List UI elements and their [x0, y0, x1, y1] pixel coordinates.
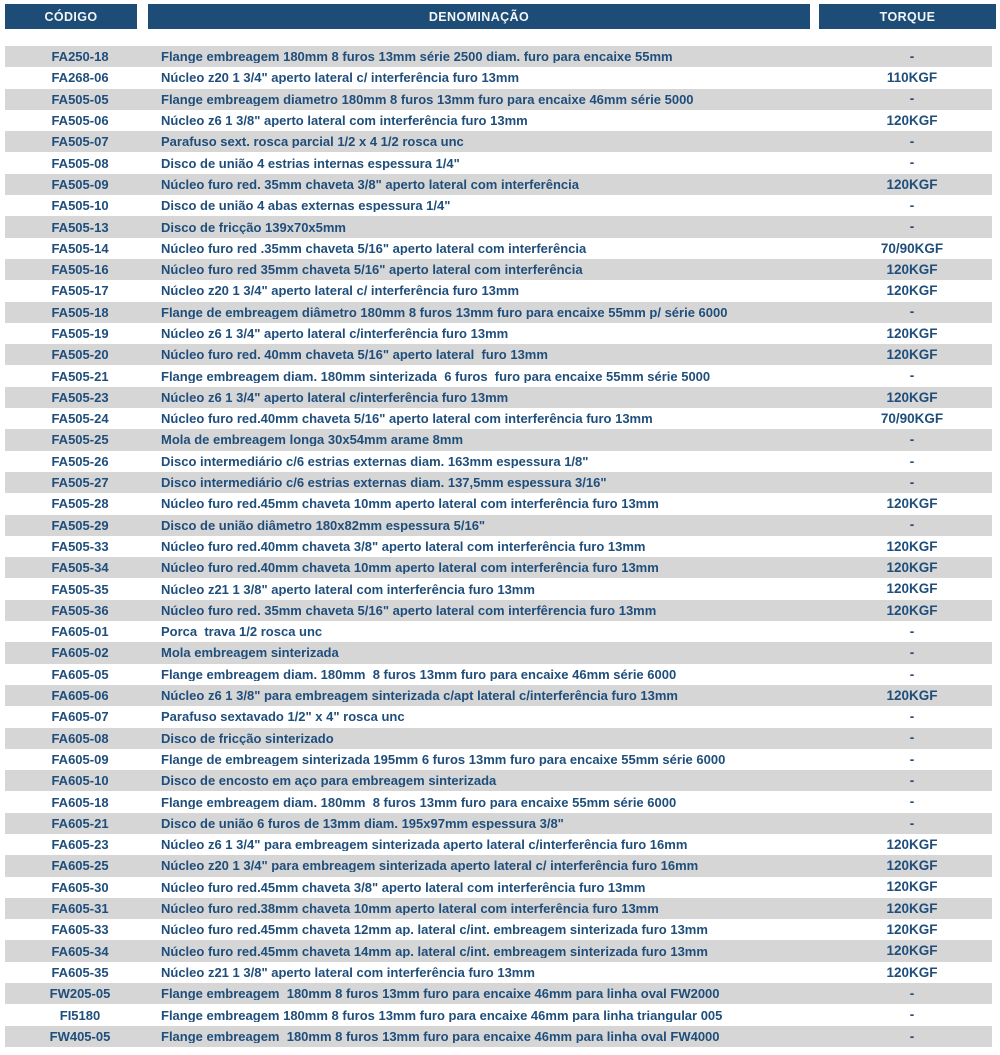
cell-codigo: FA605-18 — [51, 795, 109, 809]
cell-torque: - — [909, 49, 915, 64]
cell-torque: - — [909, 646, 915, 660]
column-header-denominacao: DENOMINAÇÃO — [148, 4, 810, 29]
cell-torque: 120KGF — [886, 262, 938, 277]
cell-torque: - — [909, 773, 915, 788]
cell-codigo: FA605-08 — [51, 731, 109, 745]
cell-torque: - — [909, 816, 915, 831]
cell-codigo: FA605-10 — [51, 774, 109, 788]
cell-denominacao: Disco de fricção sinterizado — [161, 731, 334, 745]
cell-codigo: FA505-18 — [51, 305, 109, 319]
cell-denominacao: Núcleo z6 1 3/8" aperto lateral com interferência furo 13mm — [161, 114, 528, 128]
cell-codigo: FA605-25 — [51, 859, 109, 873]
table-row — [5, 621, 992, 642]
table-row — [5, 834, 992, 855]
cell-torque: 70/90KGF — [880, 411, 944, 426]
cell-torque: 120KGF — [886, 965, 938, 980]
cell-torque: 120KGF — [886, 837, 938, 852]
cell-torque: 70/90KGF — [880, 241, 944, 256]
cell-codigo: FA505-28 — [51, 497, 109, 511]
cell-codigo: FA505-25 — [51, 433, 109, 447]
cell-denominacao: Núcleo z21 1 3/8" aperto lateral com interferência furo 13mm — [161, 965, 535, 979]
cell-codigo: FA505-08 — [51, 156, 109, 170]
cell-codigo: FA605-21 — [51, 816, 109, 830]
cell-denominacao: Núcleo z20 1 3/4" aperto lateral c/ interferência furo 13mm — [161, 284, 520, 298]
cell-codigo: FA505-14 — [51, 241, 109, 255]
cell-denominacao: Porca trava 1/2 rosca unc — [161, 625, 323, 639]
cell-torque: 120KGF — [886, 390, 938, 405]
table-row — [5, 195, 992, 216]
cell-codigo: FA605-35 — [51, 965, 109, 979]
cell-codigo: FA505-19 — [51, 327, 109, 340]
cell-torque: - — [909, 731, 915, 745]
table-row — [5, 515, 992, 536]
cell-torque: - — [909, 986, 915, 1001]
cell-denominacao: Flange embreagem 180mm 8 furos 13mm furo para encaixe 46mm para linha triangular 005 — [161, 1008, 723, 1022]
cell-torque: - — [909, 752, 915, 767]
cell-codigo: FA250-18 — [51, 50, 109, 64]
cell-torque: - — [909, 454, 915, 469]
cell-torque: - — [909, 518, 915, 532]
cell-denominacao: Núcleo furo red.45mm chaveta 3/8" aperto lateral com interferência furo 13mm — [161, 880, 646, 894]
cell-torque: 120KGF — [886, 582, 938, 596]
cell-denominacao: Núcleo furo red. 35mm chaveta 5/16" aperto lateral com interfêrencia furo 13mm — [161, 603, 657, 617]
table-row — [5, 983, 992, 1004]
table-row — [5, 642, 992, 663]
table-row — [5, 259, 992, 280]
cell-codigo: FA268-06 — [51, 71, 109, 85]
cell-denominacao: Núcleo z6 1 3/4" aperto lateral c/interferência furo 13mm — [161, 327, 509, 340]
table-row — [5, 365, 992, 386]
table-row — [5, 855, 992, 876]
cell-torque: 120KGF — [886, 561, 938, 575]
table-row — [5, 472, 992, 493]
cell-torque: - — [909, 305, 915, 319]
table-row — [5, 791, 992, 812]
cell-torque: - — [909, 156, 915, 170]
cell-denominacao: Flange embreagem 180mm 8 furos 13mm furo para encaixe 46mm para linha oval FW2000 — [161, 987, 720, 1001]
cell-denominacao: Mola de embreagem longa 30x54mm arame 8mm — [161, 433, 464, 447]
cell-denominacao: Núcleo furo red .35mm chaveta 5/16" aperto lateral com interferência — [161, 241, 587, 255]
cell-torque: 120KGF — [886, 113, 938, 128]
cell-codigo: FA605-31 — [51, 902, 109, 916]
cell-codigo: FA605-01 — [51, 625, 109, 639]
table-row — [5, 344, 992, 365]
cell-denominacao: Núcleo z6 1 3/4" para embreagem sinterizada aperto lateral c/interferência furo 16mm — [161, 838, 688, 852]
cell-denominacao: Disco de encosto em aço para embreagem sinterizada — [161, 774, 497, 788]
cell-codigo: FA505-21 — [51, 369, 109, 383]
cell-denominacao: Flange embreagem diam. 180mm 8 furos 13mm furo para encaixe 46mm série 6000 — [161, 667, 677, 681]
column-header-codigo: CÓDIGO — [5, 4, 137, 29]
cell-torque: - — [909, 433, 915, 447]
cell-codigo: FW405-05 — [49, 1029, 111, 1043]
cell-codigo: FA505-09 — [51, 177, 109, 191]
cell-torque: - — [909, 795, 915, 809]
cell-codigo: FA505-06 — [51, 114, 109, 128]
column-header-torque: TORQUE — [819, 4, 996, 29]
cell-denominacao: Núcleo furo red.45mm chaveta 10mm aperto lateral com interferência furo 13mm — [161, 497, 659, 511]
cell-torque: 120KGF — [886, 923, 938, 937]
table-row — [5, 174, 992, 195]
table-row — [5, 451, 992, 472]
table-row — [5, 387, 992, 408]
cell-codigo: FA605-05 — [51, 667, 109, 681]
table-row — [5, 429, 992, 450]
table-row — [5, 493, 992, 514]
table-row — [5, 685, 992, 706]
cell-denominacao: Núcleo z21 1 3/8" aperto lateral com interferência furo 13mm — [161, 582, 535, 596]
cell-codigo: FA505-20 — [51, 348, 109, 362]
cell-denominacao: Disco intermediário c/6 estrias externas diam. 137,5mm espessura 3/16" — [161, 476, 607, 490]
cell-torque: 120KGF — [886, 880, 938, 894]
cell-denominacao: Disco de fricção 139x70x5mm — [161, 220, 346, 234]
cell-codigo: FA505-16 — [51, 263, 109, 277]
table-row — [5, 323, 992, 344]
cell-codigo: FA605-34 — [51, 944, 109, 958]
table-row — [5, 152, 992, 173]
cell-codigo: FA505-23 — [51, 390, 109, 404]
cell-torque: - — [909, 1029, 915, 1044]
cell-torque: - — [909, 220, 915, 234]
table-row — [5, 1004, 992, 1025]
parts-table-body — [5, 46, 992, 1047]
cell-denominacao: Núcleo furo red 35mm chaveta 5/16" aperto lateral com interferência — [161, 263, 583, 277]
table-row — [5, 557, 992, 578]
cell-denominacao: Núcleo z6 1 3/4" aperto lateral c/interferência furo 13mm — [161, 390, 509, 404]
cell-codigo: FA505-24 — [51, 412, 109, 426]
cell-codigo: FA505-33 — [51, 539, 109, 553]
cell-denominacao: Flange embreagem diam. 180mm sinterizada 6 furos furo para encaixe 55mm série 5000 — [161, 369, 711, 383]
table-row — [5, 46, 992, 67]
cell-codigo: FA605-30 — [51, 880, 109, 894]
cell-codigo: FW205-05 — [49, 987, 111, 1001]
cell-denominacao: Disco de união diâmetro 180x82mm espessura 5/16" — [161, 518, 486, 532]
cell-codigo: FA505-26 — [51, 454, 109, 468]
cell-codigo: FA605-23 — [51, 838, 109, 852]
cell-denominacao: Flange embreagem diametro 180mm 8 furos 13mm furo para encaixe 46mm série 5000 — [161, 92, 694, 106]
cell-torque: 120KGF — [886, 603, 938, 618]
cell-codigo: FA605-09 — [51, 752, 109, 766]
table-row — [5, 280, 992, 301]
cell-torque: 120KGF — [886, 688, 938, 703]
cell-codigo: FA505-13 — [51, 220, 109, 234]
table-row — [5, 302, 992, 323]
cell-torque: 120KGF — [886, 497, 938, 511]
cell-denominacao: Flange embreagem diam. 180mm 8 furos 13mm furo para encaixe 55mm série 6000 — [161, 795, 677, 809]
table-row — [5, 67, 992, 88]
cell-torque: - — [909, 369, 915, 383]
cell-denominacao: Núcleo z6 1 3/8" para embreagem sinterizada c/apt lateral c/interferência furo 13mm — [161, 689, 678, 703]
cell-denominacao: Flange embreagem 180mm 8 furos 13mm furo para encaixe 46mm para linha oval FW4000 — [161, 1029, 720, 1043]
cell-denominacao: Parafuso sextavado 1/2" x 4" rosca unc — [161, 710, 405, 724]
table-row — [5, 89, 992, 110]
cell-denominacao: Núcleo furo red.40mm chaveta 5/16" aperto lateral com interferência furo 13mm — [161, 412, 653, 426]
cell-denominacao: Disco de união 4 abas externas espessura 1/4" — [161, 199, 451, 213]
cell-denominacao: Núcleo furo red. 40mm chaveta 5/16" aperto lateral furo 13mm — [161, 348, 548, 362]
cell-torque: - — [909, 624, 915, 639]
table-row — [5, 706, 992, 727]
cell-torque: 120KGF — [886, 348, 938, 362]
cell-torque: 120KGF — [886, 539, 938, 554]
cell-torque: 110KGF — [886, 71, 938, 85]
table-row — [5, 940, 992, 961]
cell-torque: 120KGF — [886, 901, 938, 916]
cell-codigo: FA605-06 — [51, 689, 109, 703]
cell-codigo: FA605-02 — [51, 646, 109, 660]
cell-codigo: FA505-36 — [51, 603, 109, 617]
cell-codigo: FA605-07 — [51, 710, 109, 724]
cell-torque: - — [909, 475, 915, 490]
cell-denominacao: Disco de união 6 furos de 13mm diam. 195x97mm espessura 3/8" — [161, 816, 564, 830]
cell-torque: - — [909, 92, 915, 106]
table-row — [5, 770, 992, 791]
cell-denominacao: Núcleo z20 1 3/4" aperto lateral c/ interferência furo 13mm — [161, 71, 520, 85]
cell-torque: 120KGF — [886, 944, 938, 958]
table-row — [5, 408, 992, 429]
cell-codigo: FA605-33 — [51, 923, 109, 937]
cell-torque: - — [909, 667, 915, 681]
cell-torque: - — [909, 1008, 915, 1022]
table-row — [5, 131, 992, 152]
table-row — [5, 600, 992, 621]
cell-denominacao: Núcleo furo red.38mm chaveta 10mm aperto lateral com interferência furo 13mm — [161, 902, 659, 916]
table-row — [5, 578, 992, 599]
cell-torque: - — [909, 198, 915, 213]
cell-denominacao: Mola embreagem sinterizada — [161, 646, 339, 660]
cell-denominacao: Flange de embreagem diâmetro 180mm 8 furos 13mm furo para encaixe 55mm p/ série 6000 — [161, 305, 728, 319]
table-row — [5, 216, 992, 237]
table-row — [5, 898, 992, 919]
table-row — [5, 962, 992, 983]
cell-torque: 120KGF — [886, 859, 938, 873]
cell-codigo: FA505-07 — [51, 135, 109, 149]
table-row — [5, 664, 992, 685]
cell-denominacao: Núcleo furo red.45mm chaveta 12mm ap. lateral c/int. embreagem sinterizada furo 13mm — [161, 923, 708, 937]
cell-torque: 120KGF — [886, 326, 938, 341]
cell-denominacao: Núcleo furo red.40mm chaveta 10mm aperto lateral com interferência furo 13mm — [161, 561, 659, 575]
table-row — [5, 1026, 992, 1047]
cell-denominacao: Núcleo furo red.45mm chaveta 14mm ap. lateral c/int. embreagem sinterizada furo 13mm — [161, 944, 708, 958]
table-row — [5, 238, 992, 259]
cell-codigo: FA505-27 — [51, 476, 109, 490]
cell-codigo: FA505-34 — [51, 561, 109, 575]
cell-denominacao: Flange de embreagem sinterizada 195mm 6 furos 13mm furo para encaixe 55mm série 6000 — [161, 752, 726, 766]
table-row — [5, 877, 992, 898]
cell-codigo: FA505-10 — [51, 199, 109, 213]
cell-torque: - — [909, 710, 915, 724]
table-row — [5, 110, 992, 131]
table-row — [5, 749, 992, 770]
cell-denominacao: Parafuso sext. rosca parcial 1/2 x 4 1/2 rosca unc — [161, 135, 464, 149]
table-row — [5, 813, 992, 834]
cell-codigo: FI5180 — [59, 1008, 101, 1022]
cell-torque: - — [909, 135, 915, 149]
cell-torque: 120KGF — [886, 284, 938, 298]
table-row — [5, 536, 992, 557]
cell-codigo: FA505-29 — [51, 518, 109, 532]
cell-torque: 120KGF — [886, 177, 938, 192]
cell-codigo: FA505-17 — [51, 284, 109, 298]
table-row — [5, 919, 992, 940]
table-header — [5, 4, 996, 29]
cell-denominacao: Núcleo furo red.40mm chaveta 3/8" aperto lateral com interferência furo 13mm — [161, 539, 646, 553]
cell-denominacao: Disco de união 4 estrias internas espessura 1/4" — [161, 156, 460, 170]
cell-codigo: FA505-05 — [51, 92, 109, 106]
cell-denominacao: Flange embreagem 180mm 8 furos 13mm série 2500 diam. furo para encaixe 55mm — [161, 50, 673, 64]
cell-denominacao: Disco intermediário c/6 estrias externas diam. 163mm espessura 1/8" — [161, 454, 589, 468]
cell-codigo: FA505-35 — [51, 582, 109, 596]
cell-denominacao: Núcleo z20 1 3/4" para embreagem sinterizada aperto lateral c/ interferência furo 16mm — [161, 859, 699, 873]
cell-denominacao: Núcleo furo red. 35mm chaveta 3/8" aperto lateral com interferência — [161, 177, 579, 191]
table-row — [5, 728, 992, 749]
